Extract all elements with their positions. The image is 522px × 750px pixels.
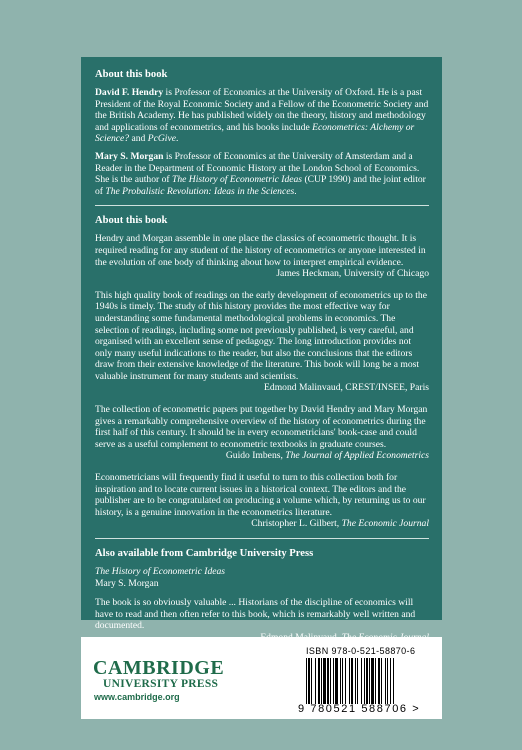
isbn-label: ISBN 978-0-521-58870-6 [306, 646, 416, 656]
review-4-source-name: Christopher L. Gilbert, [251, 518, 342, 530]
hendry-bio-text: is Professor of Economics at the University of Oxford. He is a past President of the Royal Economic Society and a Fellow of the Econometric Society and the British Academy. He has published widely on the theory, history and methodology and applications of econometrics, and his books include [95, 87, 429, 133]
review-3-text: The collection of econometric papers put together by David Hendry and Mary Morgan gives a remarkably comprehensive overview of the history of econometrics during the first half of this century. It should be in every econometricians' book-case and could serve as a useful complement to econometric textbooks in graduate courses. [95, 404, 428, 450]
hendry-name: David F. Hendry [95, 87, 164, 98]
also-book-title [95, 566, 429, 578]
review-2-source: Edmond Malinvaud, CREST/INSEE, Paris [264, 382, 429, 394]
review-4-source-pub: The Economic Journal [341, 518, 429, 530]
morgan-book2: The Probalistic Revolution: Ideas in the Sciences [105, 185, 295, 197]
morgan-book1: The History of Econometric Ideas [172, 174, 303, 186]
publisher-logo-name: CAMBRIDGE [93, 657, 225, 679]
hendry-bio [95, 87, 429, 145]
also-book-author: Mary S. Morgan [95, 577, 159, 589]
also-quote: The book is so obviously valuable ... Historians of the discipline of economics will have to read and then often refer to this book, which is remarkably well written and documented. [95, 597, 416, 632]
barcode-digits: 9 780521 588706 > [298, 703, 421, 715]
barcode-icon [306, 658, 426, 704]
publisher-url: www.cambridge.org [94, 692, 180, 702]
hendry-end: . [175, 133, 179, 145]
also-book-title-text: The History of Econometric Ideas [95, 566, 226, 577]
morgan-bio-text: is Professor of Economics at the University of Amsterdam and a Reader in the Department of Economic History at the London School of Economics. She is the author of [95, 150, 420, 186]
hendry-book1: Econometrics: Alchemy or Science? [95, 121, 415, 145]
review-1-text: Hendry and Morgan assemble in one place the classics of econometric thought. It is required reading for any student of the history of econometrics or anyone interested in the evolution of one body of thinking about how to interpret empirical evidence. [95, 233, 426, 268]
also-available-heading: Also available from Cambridge University Press [95, 548, 314, 559]
morgan-name: Mary S. Morgan [95, 150, 164, 162]
review-2-text: This high quality book of readings on the early development of econometrics up to the 1940s is timely. The study of this history provides the most effective way for understanding some fundamental methodological problems in economics. The selection of readings, including some not previously published, is very careful, and organised with an excellent sense of pedagogy. The long introduction provides not only many useful indications to the reader, but also the conclusions that the editors draw from their extensive knowledge of the literature. This book will long be a most valuable instrument for many students and scientists. [95, 289, 427, 382]
about-heading: About this book [95, 215, 168, 227]
top-heading: About this book [95, 69, 168, 80]
review-4-source [95, 518, 429, 530]
back-cover-text-panel [81, 57, 442, 632]
morgan-bio [95, 151, 429, 197]
review-1-source: James Heckman, University of Chicago [276, 268, 429, 280]
publisher-logo-sub: UNIVERSITY PRESS [103, 678, 219, 690]
hendry-book2: PcGive [147, 133, 176, 145]
review-3-source-name: Guido Imbens, [225, 450, 286, 462]
review-4-text: Econometricians will frequently find it useful to turn to this collection both for inspiration and to locate current issues in a historical context. The editors and the publisher are to be congratulated on producing a volume which, by returning us to our history, is a genuine innovation in the econometrics literature. [95, 472, 426, 518]
review-3-source-pub: The Journal of Applied Econometrics [285, 450, 429, 462]
publisher-barcode-box [81, 637, 442, 719]
review-3-source [95, 450, 429, 462]
morgan-end: . [294, 185, 297, 197]
hendry-and: and [129, 133, 148, 145]
morgan-mid: (CUP 1990) and the joint editor of [95, 174, 426, 197]
